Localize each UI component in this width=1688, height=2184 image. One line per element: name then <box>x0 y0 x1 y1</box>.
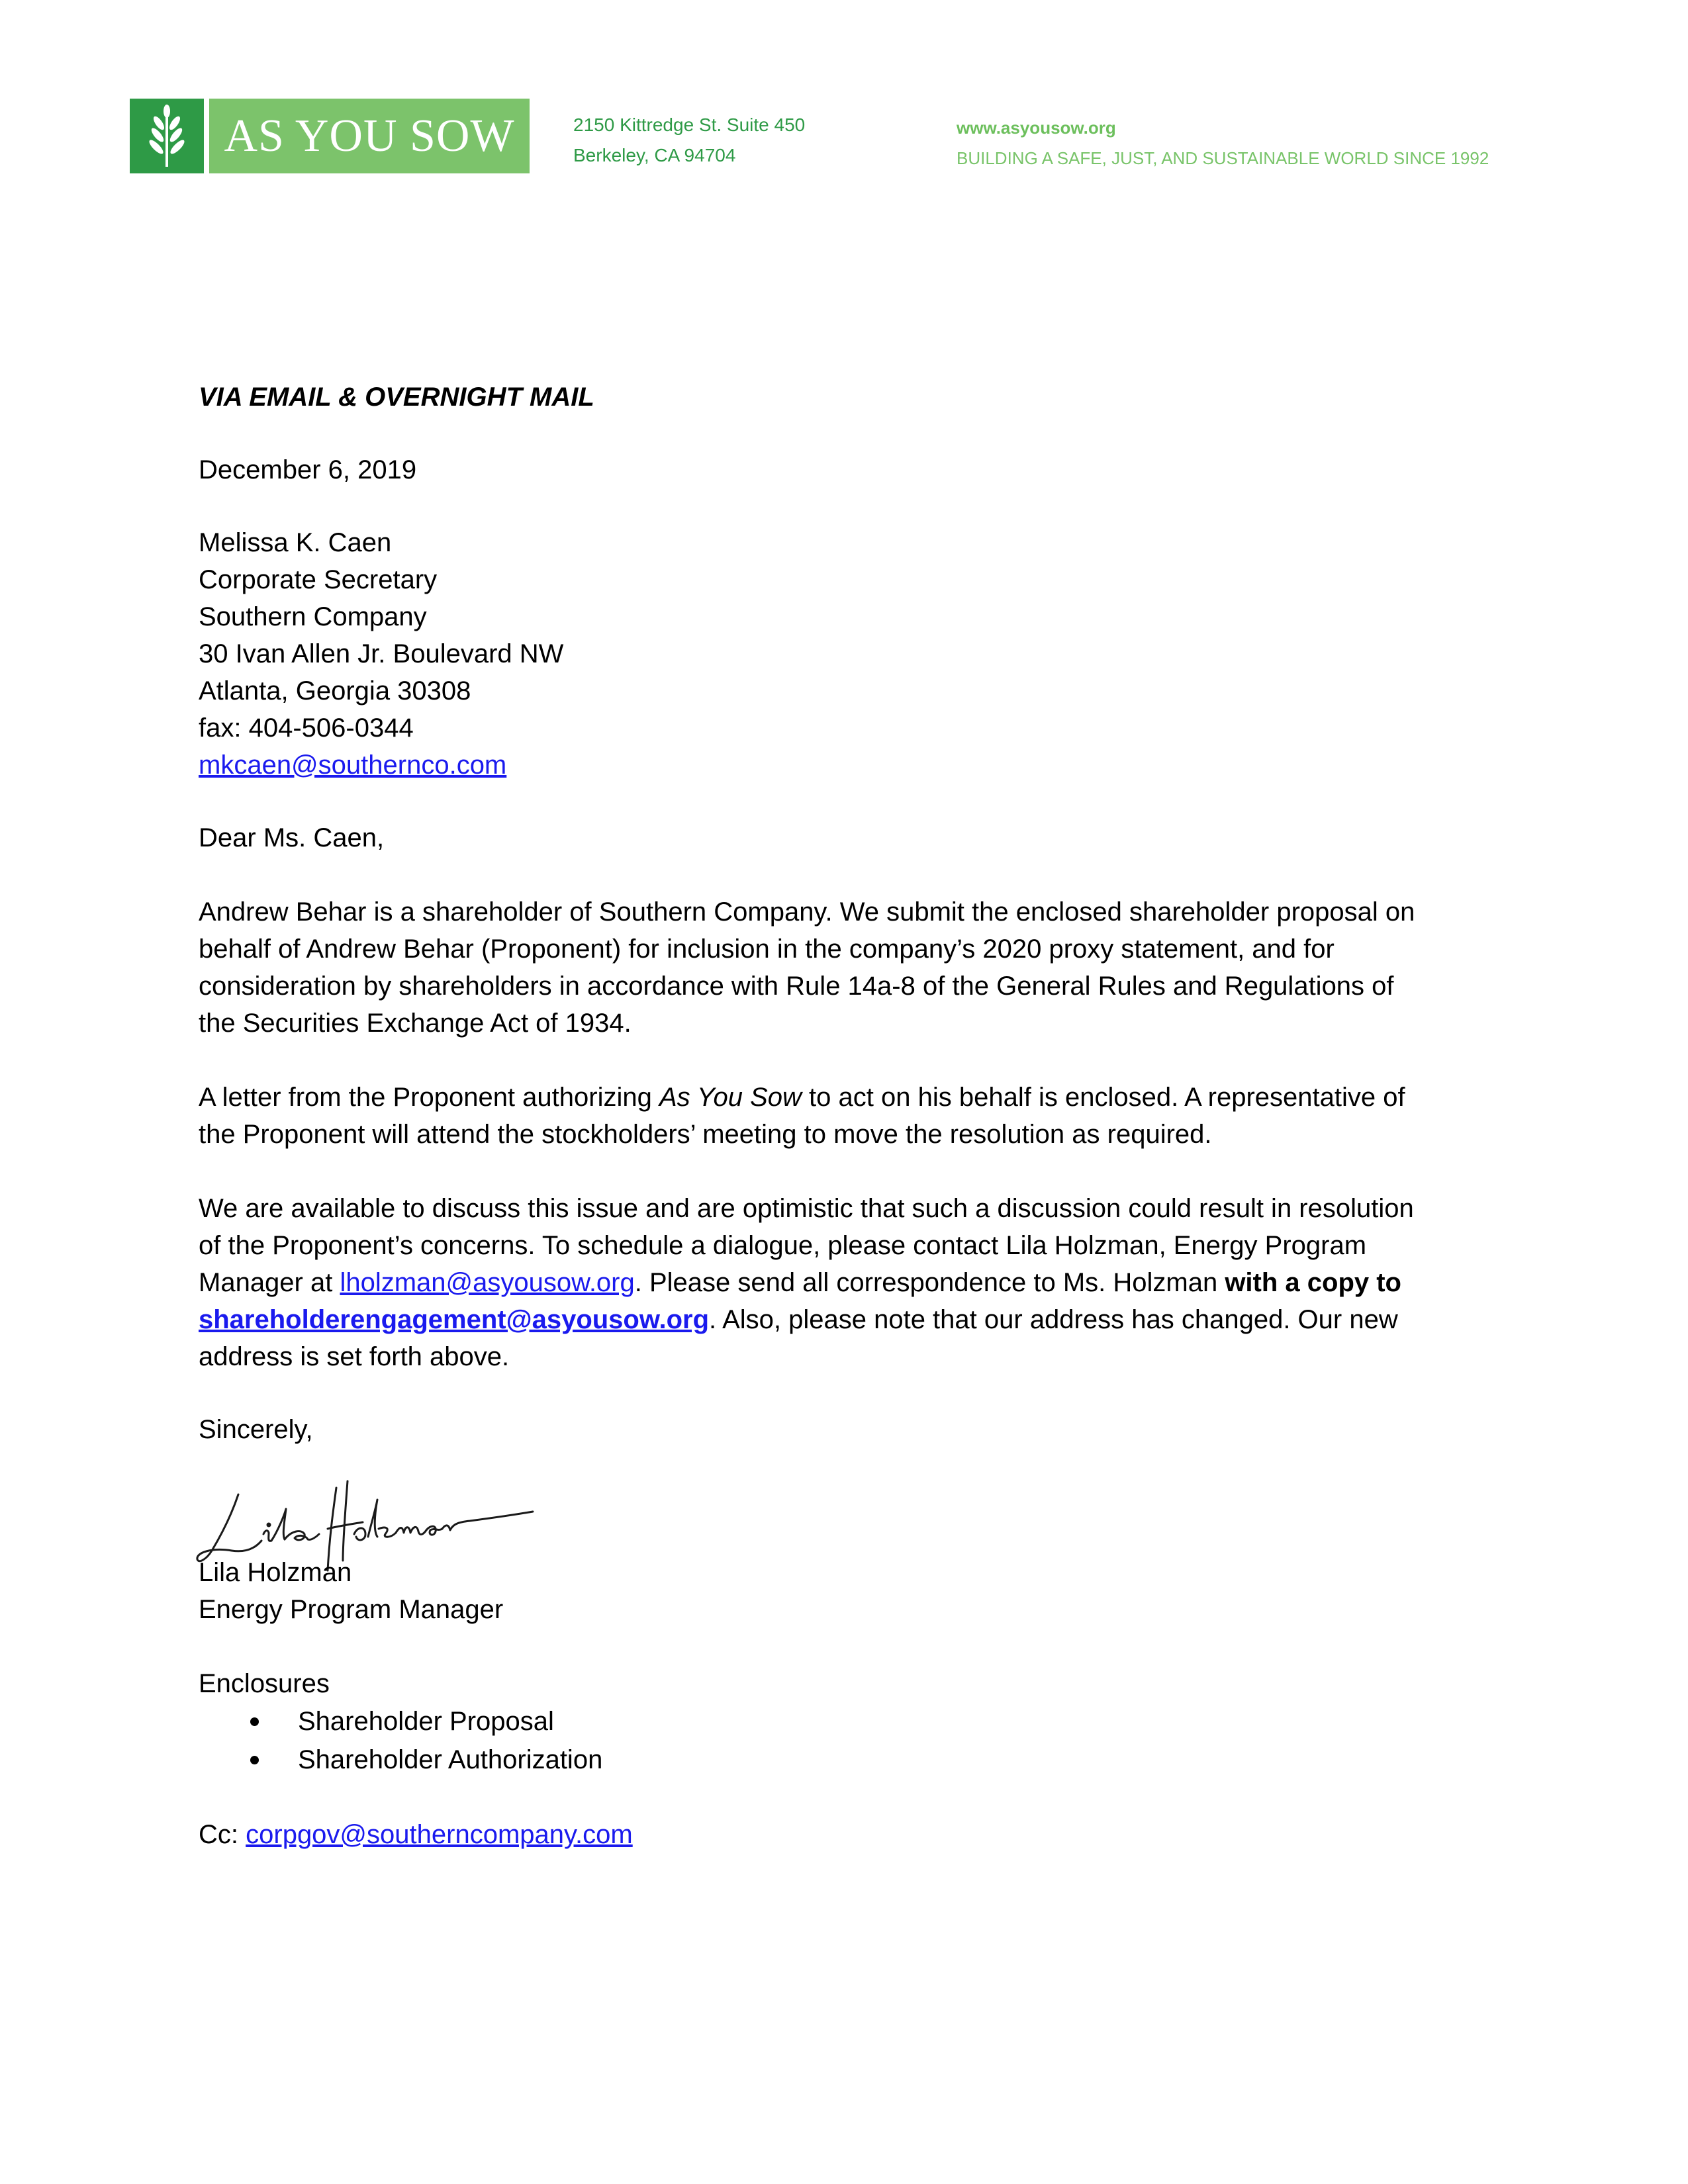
cc-line <box>199 1816 1489 1853</box>
paragraph-2 <box>199 1079 1489 1153</box>
signer-title: Energy Program Manager <box>199 1595 504 1624</box>
logo-text: AS YOU SOW <box>224 110 515 161</box>
as-you-sow-italic: As You Sow <box>659 1083 802 1112</box>
paragraph-1-line: the Securities Exchange Act of 1934. <box>199 1009 632 1038</box>
logo-wordmark <box>209 99 530 173</box>
paragraph-3-line-3: Manager at lholzman@asyousow.org. Please send all correspondence to Ms. Holzman with a copy to <box>199 1268 1401 1297</box>
paragraph-2-line-1: A letter from the Proponent authorizing As You Sow to act on his behalf is enclosed. A representative of <box>199 1083 1405 1112</box>
signer-name: Lila Holzman <box>199 1558 352 1587</box>
salutation: Dear Ms. Caen, <box>199 823 385 852</box>
paragraph-3-line-1: We are available to discuss this issue and are optimistic that such a discussion could result in resolution <box>199 1194 1414 1223</box>
sprout-leaf-icon <box>130 99 204 173</box>
copy-to-bold: with a copy to <box>1225 1268 1401 1297</box>
paragraph-1-line: Andrew Behar is a shareholder of Southern Company. We submit the enclosed shareholder proposal on <box>199 897 1415 927</box>
recipient-street: 30 Ivan Allen Jr. Boulevard NW <box>199 639 564 668</box>
sender-address <box>573 110 805 171</box>
tagline: BUILDING A SAFE, JUST, AND SUSTAINABLE WORLD SINCE 1992 <box>957 148 1489 168</box>
paragraph-1 <box>199 893 1489 1042</box>
enclosures-list <box>199 1702 1489 1779</box>
recipient-city: Atlanta, Georgia 30308 <box>199 676 471 705</box>
shareholder-engagement-email-link[interactable]: shareholderengagement@asyousow.org <box>199 1305 710 1334</box>
enclosures-block <box>199 1665 1489 1779</box>
as-you-sow-logo <box>130 99 530 173</box>
enclosures-heading: Enclosures <box>199 1669 330 1698</box>
website-block <box>957 113 1489 173</box>
cc-email-link[interactable]: corpgov@southerncompany.com <box>246 1820 633 1849</box>
recipient-fax: fax: 404-506-0344 <box>199 713 414 743</box>
lholzman-email-link[interactable]: lholzman@asyousow.org <box>340 1268 635 1297</box>
list-item: Shareholder Authorization <box>199 1741 1489 1779</box>
recipient-name: Melissa K. Caen <box>199 528 392 557</box>
website-link[interactable]: www.asyousow.org <box>957 118 1116 138</box>
bullet-icon <box>250 1756 259 1764</box>
letter-date: December 6, 2019 <box>199 455 417 484</box>
list-item: Shareholder Proposal <box>199 1702 1489 1741</box>
paragraph-3-line-4: shareholderengagement@asyousow.org. Also, please note that our address has changed. Our new <box>199 1305 1398 1334</box>
paragraph-3-line-2: of the Proponent’s concerns. To schedule a dialogue, please contact Lila Holzman, Energy Program <box>199 1231 1367 1260</box>
signer-block <box>199 1554 1489 1628</box>
recipient-title: Corporate Secretary <box>199 565 438 594</box>
paragraph-1-line: consideration by shareholders in accordance with Rule 14a-8 of the General Rules and Regulations of <box>199 972 1394 1001</box>
bullet-icon <box>250 1717 259 1726</box>
paragraph-1-line: behalf of Andrew Behar (Proponent) for inclusion in the company’s 2020 proxy statement, and for <box>199 934 1335 964</box>
address-line-1: 2150 Kittredge St. Suite 450 <box>573 114 806 135</box>
recipient-block <box>199 524 1489 784</box>
paragraph-3 <box>199 1190 1489 1375</box>
recipient-company: Southern Company <box>199 602 427 631</box>
delivery-method: VIA EMAIL & OVERNIGHT MAIL <box>199 383 594 412</box>
closing: Sincerely, <box>199 1415 313 1444</box>
address-line-2: Berkeley, CA 94704 <box>573 145 736 165</box>
paragraph-2-line-2: the Proponent will attend the stockholders’ meeting to move the resolution as required. <box>199 1120 1212 1149</box>
recipient-email-link[interactable]: mkcaen@southernco.com <box>199 751 507 780</box>
cc-label: Cc: <box>199 1820 246 1849</box>
paragraph-3-line-5: address is set forth above. <box>199 1342 510 1371</box>
